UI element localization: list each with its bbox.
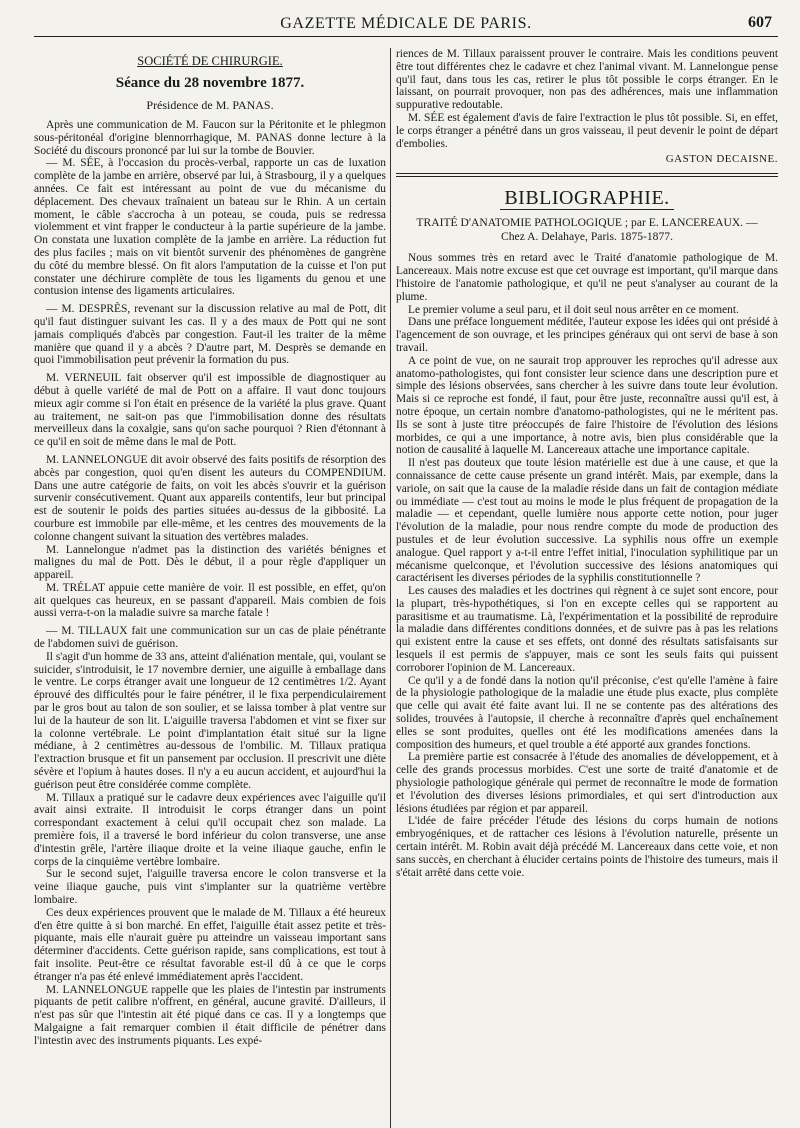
journal-title: GAZETTE MÉDICALE DE PARIS. xyxy=(280,15,532,32)
bibliography-heading xyxy=(396,187,778,210)
paragraph: La première partie est consacrée à l'étude des anomalies de développement, et à celle des grands processus morbides. C'est une sorte de traité d'anatomie et de physiologie pathologique générale qui permet de reconnaître le mode de formation et l'évolution des diverses lésions primordiales, et qui sert d'introduction aux lésions étudiées par région et par appareil. xyxy=(396,751,778,815)
paragraph: Ces deux expériences prouvent que le malade de M. Tillaux a été heureux d'en être quitte à si bon marché. En effet, l'aiguille était assez petite et très-piquante, mais elle n'aurait guère pu atteindre un vaisseau important sans déterminer d'accidents. Cette guérison rapide, sans complications, est tout à fait insolite. Peut-être ce résultat favorable est-il dû à ce que le corps étranger n'a pas été enlevé immédiatement après l'accident. xyxy=(34,906,386,983)
paragraph: M. SÉE est également d'avis de faire l'extraction le plus tôt possible. Si, en effet, le corps étranger a pénétré dans un gros vaisseau, il peut devenir le point de départ d'embolies. xyxy=(396,111,778,150)
society-heading: SOCIÉTÉ DE CHIRURGIE. xyxy=(137,54,283,68)
paragraph: Il n'est pas douteux que toute lésion matérielle est due à une cause, et que la connaissance de cette cause présente un grand intérêt. Mais, par exemple, dans la variole, on sait que la cause de la maladie réside dans un fait de contagion médiate ou immédiate — c'est tout au moins le mode le plus fréquent de propagation de la maladie — et cependant, quelle lumière nous apporte cette notion, pour juger l'évolution de la maladie, pour nous rendre compte du mode de production des pustules et de leur évolution successive. La syphilis nous offre un exemple analogue. Quel rapport y a-t-il entre l'effet initial, l'inoculation syphilitique par un mécanisme quelconque, et l'évolution successive des lésions anatomiques qui caractérisent les diverses périodes de la syphilis constitutionnelle ? xyxy=(396,457,778,585)
right-column xyxy=(396,48,778,1128)
columns xyxy=(34,48,778,1128)
paragraph: Ce qu'il y a de fondé dans la notion qu'il préconise, c'est qu'elle l'amène à faire de la physiologie pathologique de la maladie une étude plus exacte, plus complète que celle qui avait été faite avant lui. Il ne se contente pas des altérations des solides, trouvées à l'autopsie, il cherche à reconnaître d'après quel enchaînement elles se sont produites, quelles ont été les modifications amenées dans la composition des humeurs, et quel trouble a été apporté aux grandes fonctions. xyxy=(396,674,778,751)
paragraph: Les causes des maladies et les doctrines qui règnent à ce sujet sont encore, pour la plupart, très-hypothétiques, si l'on en excepte celles qui se rapportent au parasitisme et au traumatisme. Là, l'expérimentation et la possibilité de reproduire la maladie dans différentes conditions données, et de suivre pas à pas les relations qui existent entre la cause et ses effets, ont donné des résultats satisfaisants sur lesquels il est permis de s'appuyer, mais ce sont les seuls faits qui puissent corroborer l'opinion de M. Lancereaux. xyxy=(396,585,778,674)
paragraph: M. Lannelongue n'admet pas la distinction des variétés bénignes et malignes du mal de Pott. Dès le début, il a pour règle d'appliquer un appareil. xyxy=(34,543,386,582)
book-title xyxy=(396,216,778,244)
paragraph: — M. SÉE, à l'occasion du procès-verbal, rapporte un cas de luxation complète de la jambe en arrière, observé par lui, à Strasbourg, il y a quelques années. Ce fait est intéressant au point de vue du mécanisme du déplacement. Des chevaux traînaient un bateau sur le Rhin. A un certain moment, le câble s'accrocha à un poteau, se couda, puis se redressa violemment et vint frapper le conducteur à la partie supérieure de la jambe. On constata une luxation complète de la jambe en arrière. La réduction fut des plus faciles ; mais on vit bientôt survenir des phénomènes de gangrène du côté du membre blessé. On fit alors l'amputation de la cuisse et l'on put constater une déchirure complète de tous les ligaments du genou et une contusion intense des ligaments articulaires. xyxy=(34,157,386,298)
paragraph: Il s'agit d'un homme de 33 ans, atteint d'aliénation mentale, qui, voulant se suicider, s'introduisit, le 17 novembre dernier, une aiguille à emballage dans le ventre. Le corps étranger avait une longueur de 12 centimètres 1/2. Ayant éprouvé des difficultés pour le faire pénétrer, il le fixa perpendiculairement par le gros bout au talon de son soulier, et se laissa tomber à plat ventre sur lui de la hauteur de son lit. L'aiguille traversa l'abdomen et vint se fixer sur la colonne vertébrale. Le point d'implantation était situé sur la ligne médiane, à 2 centimètres au-dessous de l'ombilic. M. Tillaux pratiqua l'extraction brusque et fit un pansement par occlusion. Il prescrivit une diète sévère et l'opium à hautes doses. Il n'y a eu aucun accident, et aujourd'hui la guérison peut être considérée comme complète. xyxy=(34,650,386,791)
paragraph: M. LANNELONGUE rappelle que les plaies de l'intestin par instruments piquants de petit calibre n'offrent, en général, aucune gravité. D'ailleurs, il n'est pas sûr que l'intestin ait été piqué dans ce cas. Il y a longtemps que Malgaigne a fait remarquer combien il était difficile de pénétrer dans l'intestin avec des instruments piquants. Les expé- xyxy=(34,983,386,1047)
paragraph: Le premier volume a seul paru, et il doit seul nous arrêter en ce moment. xyxy=(408,303,739,316)
section-divider xyxy=(396,173,778,177)
column-divider xyxy=(390,48,391,1128)
paragraph: Sur le second sujet, l'aiguille traversa encore le colon transverse et la veine iliaque gauche, puis vint s'implanter sur la quatrième vertèbre lombaire. xyxy=(34,868,386,907)
paragraph: Après une communication de M. Faucon sur la Péritonite et le phlegmon sous-péritonéal d'origine blennorrhagique, M. PANAS donne lecture à la Société du discours prononcé par lui sur la tombe de Bouvier. xyxy=(34,119,386,157)
presidence-line: Présidence de M. PANAS. xyxy=(146,98,274,112)
paragraph: Nous sommes très en retard avec le Traité d'anatomie pathologique de M. Lancereaux. Mais notre excuse est que cet ouvrage est important, qu'il marque dans l'histoire de l'anatomie pathologique, et qu'il ne peut s'analyser au courant de la plume. xyxy=(396,252,778,303)
paragraph: — M. TILLAUX fait une communication sur un cas de plaie pénétrante de l'abdomen suivi de guérison. xyxy=(34,625,386,651)
publisher-line: Chez A. Delahaye, Paris. 1875-1877. xyxy=(501,230,673,244)
left-column xyxy=(34,48,386,1128)
page-number: 607 xyxy=(748,14,772,31)
book-title-line: TRAITÉ D'ANATOMIE PATHOLOGIQUE ; par E. LANCEREAUX. — xyxy=(416,216,758,230)
paragraph: — M. DESPRÈS, revenant sur la discussion relative au mal de Pott, dit qu'il faut distinguer suivant les cas. Il y a des maux de Pott qui ne sont jamais compliqués d'abcès par congestion. Faut-il les traiter de la même manière que quand il y a abcès ? D'autre part, M. Desprès se demande en quoi l'immobilisation peut prévenir la formation du pus. xyxy=(34,303,386,367)
paragraph: M. LANNELONGUE dit avoir observé des faits positifs de résorption des abcès par congestion, quoi qu'en disent les auteurs du COMPENDIUM. Dans une autre catégorie de faits, on voit les abcès s'ouvrir et la guérison survenir consécutivement. Quant aux appareils contentifs, leur but principal est de soutenir le poids des parties situées au-dessus de la gibbosité. La courbure est immobile par elle-même, et les centres des mouvements de la colonne changent suivant la situation des vertèbres malades. xyxy=(34,453,386,543)
page-header xyxy=(34,14,778,37)
seance-heading: Séance du 28 novembre 1877. xyxy=(115,75,305,91)
paragraph: M. TRÉLAT appuie cette manière de voir. Il est possible, en effet, qu'on ait quelques cas heureux, en se passant d'appareil. Mais combien de fois aussi verra-t-on la maladie suivre sa marche fatale ! xyxy=(34,581,386,620)
paragraph: M. Tillaux a pratiqué sur le cadavre deux expériences avec l'aiguille qu'il avait ainsi extraite. Il introduisit le corps étranger dans un point correspondant exactement à celui qu'il occupait chez son malade. La première fois, il a traversé le bord inférieur du colon transverse, une anse d'intestin grêle, l'artère iliaque droite et la veine iliaque gauche, enfin le corps de la cinquième vertèbre lombaire. xyxy=(34,791,386,868)
paragraph: A ce point de vue, on ne saurait trop approuver les reproches qu'il adresse aux anatomo-pathologistes, qui font consister leur science dans une description pure et simple des lésions observées, sans chercher à les suivre dans toute leur évolution. Mais si ce reproche est fondé, il faut, pour être juste, reconnaître aussi qu'il est, à notre époque, un certain nombre d'anatomo-pathologistes, qui ne le méritent pas. Ils se sont à juste titre préoccupés de faire l'histoire de l'évolution des lésions morbides, ce qui a une importance, à notre avis, bien plus considérable que la notion de causalité à laquelle M. Lancereaux attache une importance capitale. xyxy=(396,354,778,457)
author-signature: GASTON DECAISNE. xyxy=(665,153,778,166)
paragraph: L'idée de faire précéder l'étude des lésions du corps humain de notions embryogéniques, et de rattacher ces lésions à l'évolution naturelle, présente un certain intérêt. M. Robin avait déjà précédé M. Lancereaux dans cette voie, et non sans succès, en cherchant à élucider certains points de l'histoire des tumeurs, mais il s'était arrêté dans cette voie. xyxy=(396,815,778,879)
bibliography-heading-text: BIBLIOGRAPHIE. xyxy=(500,187,673,210)
paragraph: M. VERNEUIL fait observer qu'il est impossible de diagnostiquer au début à quelle variété de mal de Pott on a affaire. Il vaut donc toujours mieux agir comme si l'on était en présence de la variété la plus grave. Quant au traitement, ne sait-on pas que l'immobilisation donne des résultats merveilleux dans la coxalgie, sans qu'on sache pourquoi ? Rien d'étonnant à ce qu'il en soit de même dans le mal de Pott. xyxy=(34,372,386,449)
paragraph: riences de M. Tillaux paraissent prouver le contraire. Mais les conditions peuvent être tout différentes chez le cadavre et chez l'animal vivant. M. Lannelongue pense qu'il faut, dans tous les cas, retirer le plus tôt possible le corps étranger. En le laissant, on pourrait provoquer, non pas des adhérences, mais une inflammation suppurative redoutable. xyxy=(396,48,778,112)
paragraph: Dans une préface longuement méditée, l'auteur expose les idées qui ont présidé à l'agencement de son ouvrage, et les principes généraux qui ont servi de base à son travail. xyxy=(396,316,778,354)
